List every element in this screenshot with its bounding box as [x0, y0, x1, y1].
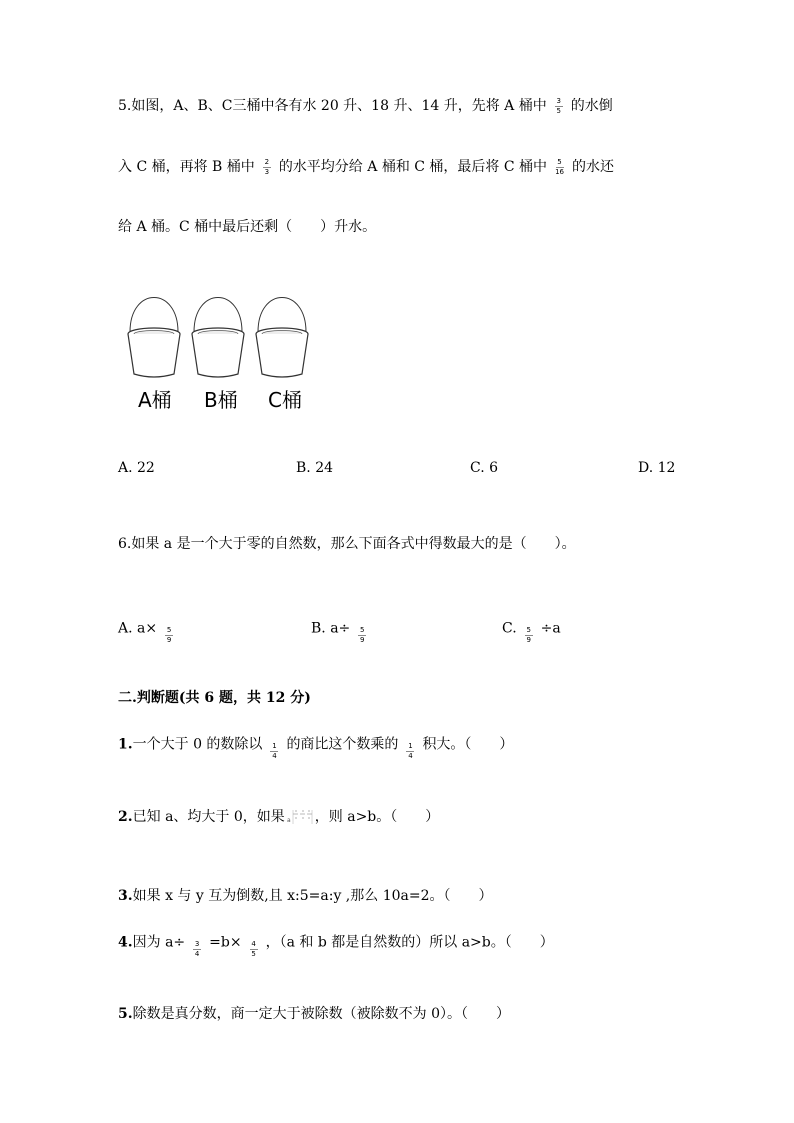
q6-option-b-text: B. a÷: [311, 620, 351, 637]
judge-q1: [118, 728, 513, 761]
section-heading: 二.判断题(共 6 题，共 12 分): [118, 690, 311, 706]
judge-q3-number: 3.: [118, 888, 133, 904]
q5-option-b[interactable]: B. 24: [296, 460, 334, 476]
q6-option-c-suffix: ÷a: [540, 620, 561, 637]
judge-q3: [118, 886, 493, 906]
fraction-5-9: $\frac{5}{9}$: [526, 626, 531, 644]
fraction-1-4: $\frac{1}{4}$: [272, 742, 277, 760]
judge-q4-number: 4.: [118, 934, 133, 951]
svg-text:a: a: [286, 817, 291, 824]
buckets-figure: [120, 292, 320, 382]
fraction-5-9: $\frac{5}{9}$: [360, 626, 365, 644]
q6-option-b[interactable]: [311, 612, 374, 645]
q6-option-c[interactable]: [502, 612, 561, 645]
q5-option-d[interactable]: D. 12: [638, 460, 676, 476]
bucket-a: [128, 298, 180, 378]
q5-text-1b: 的水倒: [570, 98, 613, 114]
formula-image: [287, 806, 313, 828]
fraction-2-3: $\frac{2}{3}$: [264, 157, 270, 176]
judge-q2-text-b: ，则 a>b。（ ）: [314, 809, 440, 825]
fraction-3-5: $\frac{3}{5}$: [556, 96, 561, 115]
q6-text: 6.如果 a 是一个大于零的自然数，那么下面各式中得数最大的是（ ）。: [118, 536, 576, 552]
bucket-label-b: B桶: [204, 388, 238, 412]
fraction-4-5: $\frac{4}{5}$: [251, 940, 256, 958]
q6-option-a[interactable]: [118, 612, 181, 645]
judge-q4-text-c: ，（a 和 b 都是自然数的）所以 a>b。（ ）: [265, 934, 554, 951]
judge-q4-text-b: =b×: [209, 934, 242, 951]
judge-q1-text-c: 积大。（ ）: [422, 736, 514, 753]
q5-line-3: 给 A 桶。C 桶中最后还剩（ ）升水。: [118, 219, 377, 235]
bucket-label-a: A桶: [138, 388, 172, 412]
q6-option-c-text: C.: [502, 620, 517, 637]
bucket-label-c: C桶: [268, 388, 302, 412]
judge-q2-text-a: 已知 a、均大于 0，如果: [132, 809, 285, 825]
q6-option-a-text: A. a×: [118, 620, 158, 637]
fraction-5-9: $\frac{5}{9}$: [166, 626, 172, 644]
q5-option-c[interactable]: C. 6: [470, 460, 499, 476]
q5-line-2: [118, 157, 614, 177]
judge-q5-number: 5.: [118, 1006, 133, 1022]
judge-q2: [118, 806, 439, 828]
q5-line-1: [118, 96, 613, 116]
judge-q5-text: 除数是真分数，商一定大于被除数（被除数不为 0）。（ ）: [132, 1006, 510, 1022]
fraction-1-4: $\frac{1}{4}$: [408, 742, 413, 760]
judge-q1-text-b: 的商比这个数乘的: [286, 736, 399, 753]
judge-q5: [118, 1004, 510, 1024]
bucket-b: [192, 298, 244, 378]
q5-option-a[interactable]: A. 22: [118, 460, 155, 476]
q5-text-1a: 5.如图，A、B、C三桶中各有水 20 升、18 升、14 升，先将 A 桶中: [118, 98, 547, 114]
judge-q2-number: 2.: [118, 809, 133, 825]
q5-text-2b: 的水平均分给 A 桶和 C 桶，最后将 C 桶中: [278, 159, 548, 175]
q5-text-2c: 的水还: [571, 159, 614, 175]
judge-q4: [118, 926, 554, 959]
fraction-5-16: $\frac{5}{16}$: [555, 157, 564, 176]
judge-q4-text-a: 因为 a÷: [132, 934, 186, 951]
judge-q1-number: 1.: [118, 736, 133, 753]
fraction-3-4: $\frac{3}{4}$: [194, 940, 200, 958]
bucket-c: [256, 298, 308, 378]
judge-q3-text: 如果 x 与 y 互为倒数,且 x:5=a:y ,那么 10a=2。（ ）: [132, 888, 493, 904]
judge-q1-text-a: 一个大于 0 的数除以: [132, 736, 263, 753]
q5-text-2a: 入 C 桶，再将 B 桶中: [118, 159, 255, 175]
